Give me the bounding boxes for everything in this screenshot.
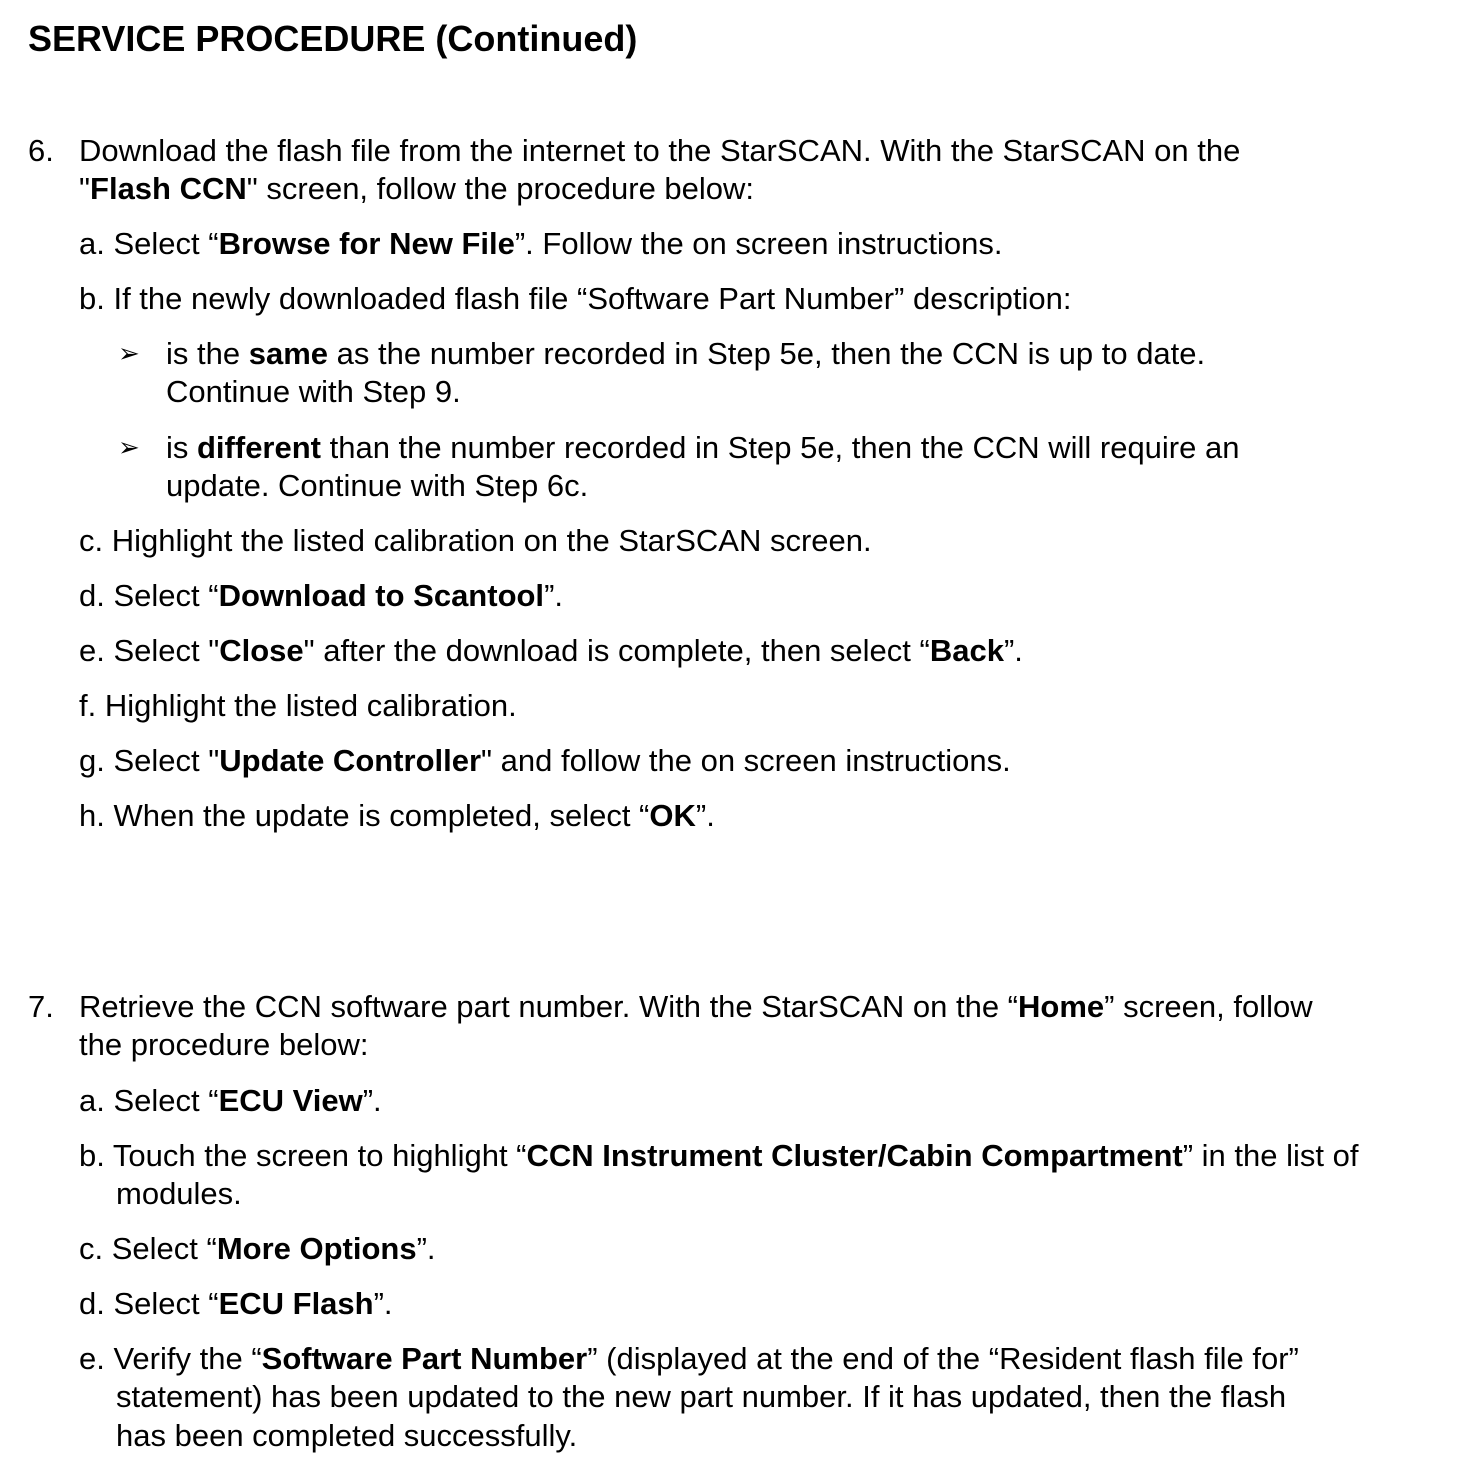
step-intro-line: the procedure below: — [79, 1027, 369, 1062]
substep-7d: d. Select “ECU Flash”. — [79, 1286, 393, 1321]
substep-7b: b. Touch the screen to highlight “CCN Instrument Cluster/Cabin Compartment” in the list of — [79, 1138, 1359, 1173]
substep-6d: d. Select “Download to Scantool”. — [79, 578, 563, 613]
step-intro-line: Download the flash file from the internet to the StarSCAN. With the StarSCAN on the — [79, 133, 1241, 168]
bullet-different: is different than the number recorded in Step 5e, then the CCN will require an update. Continue with Step 6c. — [166, 430, 1240, 503]
substep-6a: a. Select “Browse for New File”. Follow the on screen instructions. — [79, 226, 1003, 261]
substep-7e-continued: has been completed successfully. — [116, 1418, 578, 1453]
arrow-bullet-icon: ➢ — [118, 339, 140, 369]
step-intro — [79, 988, 1459, 1064]
substep-7a: a. Select “ECU View”. — [79, 1083, 382, 1118]
arrow-bullet-icon: ➢ — [118, 433, 140, 463]
substep-6e: e. Select "Close" after the download is complete, then select “Back”. — [79, 633, 1023, 668]
bullet-same: is the same as the number recorded in Step 5e, then the CCN is up to date. Continue with Step 9. — [166, 336, 1206, 409]
step-intro-line: "Flash CCN" screen, follow the procedure below: — [79, 171, 755, 206]
substep-6f: f. Highlight the listed calibration. — [79, 688, 517, 723]
substep-6g: g. Select "Update Controller" and follow the on screen instructions. — [79, 743, 1011, 778]
substep-7c: c. Select “More Options”. — [79, 1231, 436, 1266]
step-number: 7. — [28, 989, 54, 1024]
step-intro — [79, 132, 1459, 208]
substep-7b-continued: modules. — [116, 1176, 242, 1211]
substep-6c: c. Highlight the listed calibration on the StarSCAN screen. — [79, 523, 872, 558]
substep-7e: e. Verify the “Software Part Number” (displayed at the end of the “Resident flash file for” — [79, 1341, 1299, 1376]
page-title: SERVICE PROCEDURE (Continued) — [28, 18, 638, 59]
step-intro-line: Retrieve the CCN software part number. With the StarSCAN on the “Home” screen, follow — [79, 989, 1313, 1024]
step-number: 6. — [28, 133, 54, 168]
substep-6b: b. If the newly downloaded flash file “Software Part Number” description: — [79, 281, 1072, 316]
substep-7e-continued: statement) has been updated to the new part number. If it has updated, then the flash — [116, 1379, 1287, 1414]
substep-6h: h. When the update is completed, select “OK”. — [79, 798, 715, 833]
